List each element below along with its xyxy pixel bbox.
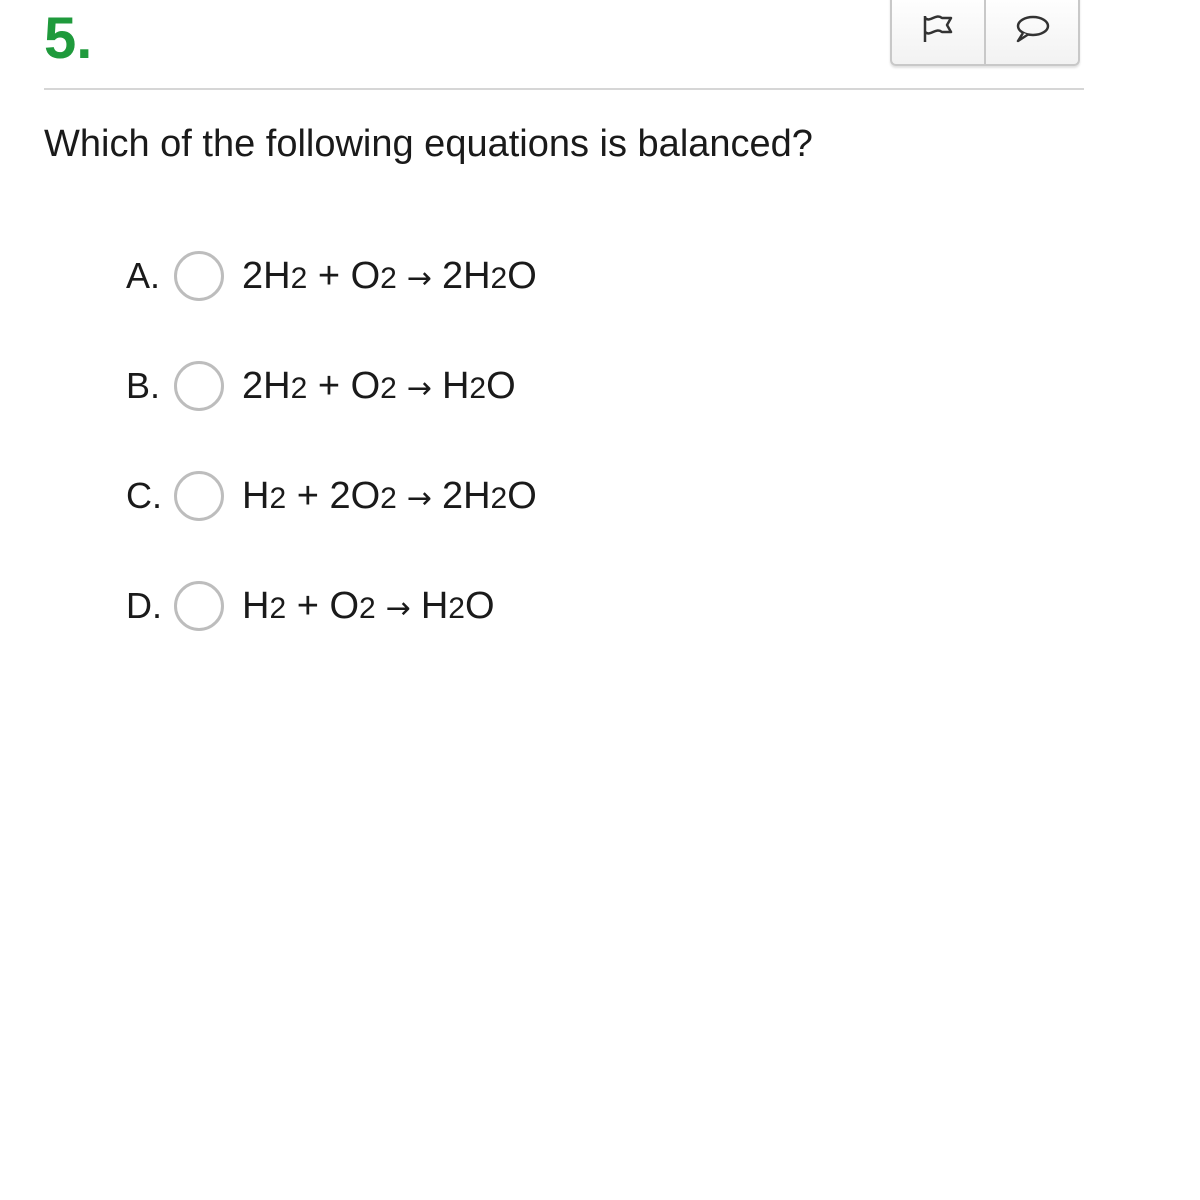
choice-letter: D. <box>126 585 162 626</box>
reaction-arrow: → <box>406 370 432 406</box>
equation-text: 2H <box>441 254 491 297</box>
question-toolbar <box>890 0 1080 66</box>
equation-text: H <box>242 584 270 627</box>
choice-equation: 2H 2 + O 2 → H 2 O <box>242 364 516 407</box>
radio-button[interactable] <box>174 471 224 521</box>
comment-button[interactable] <box>984 0 1078 64</box>
reaction-arrow: → <box>385 590 411 626</box>
answer-choices <box>126 244 537 684</box>
equation-text: + O <box>307 254 381 297</box>
equation-text: 2H <box>441 474 491 517</box>
choice-letter: C. <box>126 475 162 516</box>
question-prompt: Which of the following equations is balanced? <box>44 123 813 165</box>
equation-text: + O <box>307 364 381 407</box>
header-divider <box>44 88 1084 90</box>
choice-equation: 2H 2 + O 2 → 2H 2 O <box>242 254 537 297</box>
question-number: 5. <box>44 6 93 71</box>
equation-text: O <box>486 364 516 407</box>
choice-letter: A. <box>126 255 161 296</box>
equation-text: H <box>441 364 470 407</box>
equation-text: H <box>242 474 270 517</box>
choice-a[interactable] <box>126 244 537 308</box>
choice-equation: H 2 + O 2 → H 2 O <box>242 584 495 627</box>
flag-button[interactable] <box>892 0 984 64</box>
reaction-arrow: → <box>406 480 432 516</box>
speech-bubble-icon <box>1013 14 1051 44</box>
choice-letter: B. <box>126 365 161 406</box>
radio-button[interactable] <box>174 251 224 301</box>
choice-d[interactable] <box>126 574 537 638</box>
choice-equation: H 2 + 2O 2 → 2H 2 O <box>242 474 537 517</box>
choice-b[interactable] <box>126 354 537 418</box>
flag-icon <box>921 14 955 44</box>
choice-c[interactable] <box>126 464 537 528</box>
reaction-arrow: → <box>406 260 432 296</box>
equation-text: + O <box>286 584 360 627</box>
equation-text: O <box>507 474 537 517</box>
radio-button[interactable] <box>174 361 224 411</box>
equation-text: 2H <box>242 254 291 297</box>
equation-text: O <box>507 254 537 297</box>
equation-text: O <box>464 584 495 627</box>
equation-text: H <box>420 584 449 627</box>
equation-text: + 2O <box>286 474 381 517</box>
radio-button[interactable] <box>174 581 224 631</box>
equation-text: 2H <box>242 364 291 407</box>
